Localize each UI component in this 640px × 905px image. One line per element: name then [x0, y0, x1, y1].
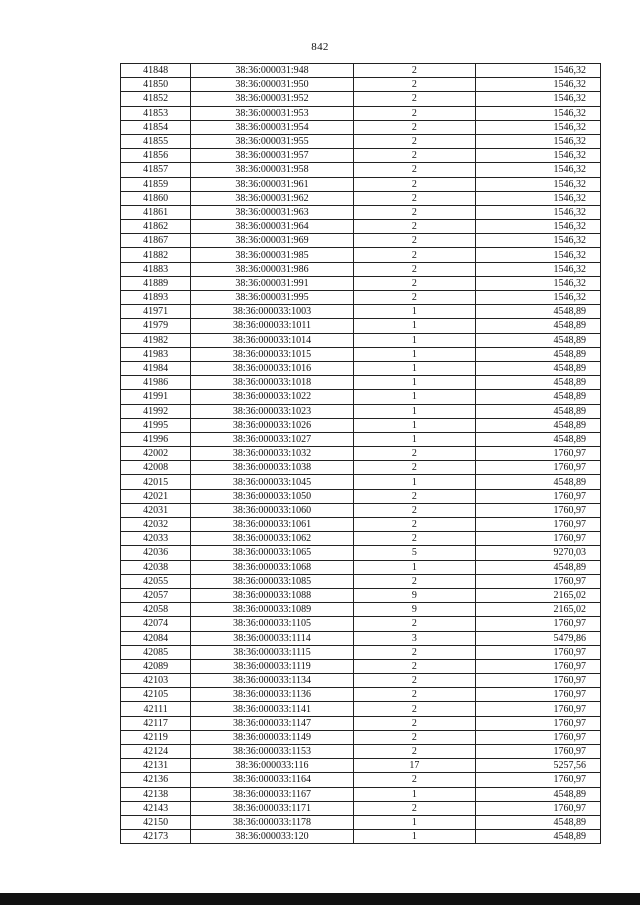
table-row [121, 149, 601, 163]
row-number-cell: 41996 [121, 432, 191, 446]
quantity-cell: 1 [353, 404, 475, 418]
row-number-cell: 41982 [121, 333, 191, 347]
table-row [121, 376, 601, 390]
quantity-cell: 5 [353, 546, 475, 560]
amount-cell: 1546,32 [475, 64, 600, 78]
amount-cell: 1546,32 [475, 220, 600, 234]
quantity-cell: 1 [353, 787, 475, 801]
row-number-cell: 41859 [121, 177, 191, 191]
amount-cell: 1760,97 [475, 801, 600, 815]
cadastral-number-cell: 38:36:000031:961 [191, 177, 354, 191]
cadastral-number-cell: 38:36:000033:1147 [191, 716, 354, 730]
row-number-cell: 41893 [121, 291, 191, 305]
amount-cell: 1546,32 [475, 120, 600, 134]
table-row [121, 503, 601, 517]
amount-cell: 4548,89 [475, 815, 600, 829]
table-row [121, 645, 601, 659]
quantity-cell: 2 [353, 702, 475, 716]
table-row [121, 745, 601, 759]
amount-cell: 1760,97 [475, 773, 600, 787]
table-row [121, 830, 601, 844]
quantity-cell: 2 [353, 177, 475, 191]
amount-cell: 4548,89 [475, 376, 600, 390]
amount-cell: 1760,97 [475, 745, 600, 759]
row-number-cell: 42143 [121, 801, 191, 815]
quantity-cell: 17 [353, 759, 475, 773]
quantity-cell: 3 [353, 631, 475, 645]
row-number-cell: 41882 [121, 248, 191, 262]
amount-cell: 1760,97 [475, 617, 600, 631]
table-row [121, 177, 601, 191]
row-number-cell: 42074 [121, 617, 191, 631]
amount-cell: 4548,89 [475, 560, 600, 574]
row-number-cell: 41992 [121, 404, 191, 418]
quantity-cell: 2 [353, 120, 475, 134]
row-number-cell: 41854 [121, 120, 191, 134]
table-row [121, 489, 601, 503]
quantity-cell: 2 [353, 730, 475, 744]
row-number-cell: 42031 [121, 503, 191, 517]
table-row [121, 461, 601, 475]
cadastral-number-cell: 38:36:000033:1032 [191, 447, 354, 461]
cadastral-number-cell: 38:36:000033:1141 [191, 702, 354, 716]
amount-cell: 4548,89 [475, 787, 600, 801]
amount-cell: 4548,89 [475, 319, 600, 333]
quantity-cell: 2 [353, 532, 475, 546]
row-number-cell: 41883 [121, 262, 191, 276]
cadastral-number-cell: 38:36:000033:1045 [191, 475, 354, 489]
cadastral-number-cell: 38:36:000033:1015 [191, 347, 354, 361]
quantity-cell: 2 [353, 645, 475, 659]
amount-cell: 4548,89 [475, 347, 600, 361]
quantity-cell: 2 [353, 461, 475, 475]
row-number-cell: 42084 [121, 631, 191, 645]
table-row [121, 532, 601, 546]
cadastral-number-cell: 38:36:000033:1026 [191, 418, 354, 432]
cadastral-number-cell: 38:36:000031:986 [191, 262, 354, 276]
quantity-cell: 2 [353, 248, 475, 262]
table-row [121, 418, 601, 432]
table-row [121, 319, 601, 333]
quantity-cell: 1 [353, 305, 475, 319]
table-row [121, 234, 601, 248]
quantity-cell: 2 [353, 134, 475, 148]
amount-cell: 1546,32 [475, 276, 600, 290]
quantity-cell: 2 [353, 64, 475, 78]
cadastral-number-cell: 38:36:000031:958 [191, 163, 354, 177]
amount-cell: 1546,32 [475, 106, 600, 120]
quantity-cell: 2 [353, 78, 475, 92]
row-number-cell: 42173 [121, 830, 191, 844]
cadastral-number-cell: 38:36:000033:1134 [191, 674, 354, 688]
table-row [121, 688, 601, 702]
table-row [121, 305, 601, 319]
row-number-cell: 41850 [121, 78, 191, 92]
cadastral-number-cell: 38:36:000033:1050 [191, 489, 354, 503]
row-number-cell: 42055 [121, 574, 191, 588]
cadastral-number-cell: 38:36:000033:1027 [191, 432, 354, 446]
row-number-cell: 41848 [121, 64, 191, 78]
table-row [121, 361, 601, 375]
quantity-cell: 2 [353, 574, 475, 588]
registry-table-body [121, 64, 601, 844]
table-row [121, 276, 601, 290]
row-number-cell: 42138 [121, 787, 191, 801]
table-row [121, 291, 601, 305]
table-row [121, 404, 601, 418]
cadastral-number-cell: 38:36:000031:955 [191, 134, 354, 148]
cadastral-number-cell: 38:36:000033:1061 [191, 518, 354, 532]
row-number-cell: 41867 [121, 234, 191, 248]
table-row [121, 546, 601, 560]
cadastral-number-cell: 38:36:000031:950 [191, 78, 354, 92]
cadastral-number-cell: 38:36:000033:1085 [191, 574, 354, 588]
table-row [121, 773, 601, 787]
row-number-cell: 42057 [121, 588, 191, 602]
cadastral-number-cell: 38:36:000033:1153 [191, 745, 354, 759]
cadastral-number-cell: 38:36:000033:1023 [191, 404, 354, 418]
row-number-cell: 42136 [121, 773, 191, 787]
row-number-cell: 41991 [121, 390, 191, 404]
amount-cell: 1546,32 [475, 248, 600, 262]
cadastral-number-cell: 38:36:000031:985 [191, 248, 354, 262]
amount-cell: 1760,97 [475, 532, 600, 546]
cadastral-number-cell: 38:36:000033:1115 [191, 645, 354, 659]
table-row [121, 64, 601, 78]
quantity-cell: 9 [353, 588, 475, 602]
table-row [121, 432, 601, 446]
quantity-cell: 2 [353, 163, 475, 177]
table-row [121, 78, 601, 92]
table-row [121, 163, 601, 177]
row-number-cell: 41862 [121, 220, 191, 234]
amount-cell: 1546,32 [475, 78, 600, 92]
table-row [121, 560, 601, 574]
quantity-cell: 2 [353, 92, 475, 106]
row-number-cell: 41995 [121, 418, 191, 432]
table-row [121, 205, 601, 219]
amount-cell: 1546,32 [475, 134, 600, 148]
cadastral-number-cell: 38:36:000033:1022 [191, 390, 354, 404]
row-number-cell: 42021 [121, 489, 191, 503]
row-number-cell: 41971 [121, 305, 191, 319]
table-row [121, 574, 601, 588]
amount-cell: 1546,32 [475, 291, 600, 305]
amount-cell: 1760,97 [475, 645, 600, 659]
amount-cell: 1760,97 [475, 461, 600, 475]
table-row [121, 588, 601, 602]
row-number-cell: 42008 [121, 461, 191, 475]
cadastral-number-cell: 38:36:000033:116 [191, 759, 354, 773]
amount-cell: 1546,32 [475, 262, 600, 276]
table-row [121, 120, 601, 134]
quantity-cell: 2 [353, 518, 475, 532]
cadastral-number-cell: 38:36:000033:1178 [191, 815, 354, 829]
amount-cell: 5257,56 [475, 759, 600, 773]
table-row [121, 659, 601, 673]
quantity-cell: 2 [353, 276, 475, 290]
row-number-cell: 41856 [121, 149, 191, 163]
cadastral-number-cell: 38:36:000033:1003 [191, 305, 354, 319]
amount-cell: 1546,32 [475, 149, 600, 163]
cadastral-number-cell: 38:36:000033:120 [191, 830, 354, 844]
cadastral-number-cell: 38:36:000033:1062 [191, 532, 354, 546]
cadastral-number-cell: 38:36:000031:954 [191, 120, 354, 134]
row-number-cell: 42117 [121, 716, 191, 730]
amount-cell: 4548,89 [475, 830, 600, 844]
row-number-cell: 42111 [121, 702, 191, 716]
amount-cell: 4548,89 [475, 333, 600, 347]
table-row [121, 702, 601, 716]
page-number: 842 [311, 41, 329, 53]
table-row [121, 759, 601, 773]
quantity-cell: 2 [353, 262, 475, 276]
row-number-cell: 42089 [121, 659, 191, 673]
cadastral-number-cell: 38:36:000031:948 [191, 64, 354, 78]
registry-table [120, 63, 601, 844]
row-number-cell: 42032 [121, 518, 191, 532]
amount-cell: 1760,97 [475, 659, 600, 673]
cadastral-number-cell: 38:36:000033:1018 [191, 376, 354, 390]
quantity-cell: 1 [353, 560, 475, 574]
table-row [121, 333, 601, 347]
quantity-cell: 1 [353, 815, 475, 829]
table-row [121, 191, 601, 205]
row-number-cell: 42150 [121, 815, 191, 829]
table-row [121, 603, 601, 617]
amount-cell: 9270,03 [475, 546, 600, 560]
quantity-cell: 2 [353, 674, 475, 688]
amount-cell: 1546,32 [475, 177, 600, 191]
amount-cell: 1760,97 [475, 503, 600, 517]
table-row [121, 134, 601, 148]
row-number-cell: 42124 [121, 745, 191, 759]
amount-cell: 1760,97 [475, 730, 600, 744]
amount-cell: 1760,97 [475, 518, 600, 532]
table-row [121, 631, 601, 645]
quantity-cell: 2 [353, 716, 475, 730]
table-row [121, 801, 601, 815]
amount-cell: 1760,97 [475, 674, 600, 688]
row-number-cell: 41860 [121, 191, 191, 205]
row-number-cell: 42058 [121, 603, 191, 617]
cadastral-number-cell: 38:36:000033:1136 [191, 688, 354, 702]
quantity-cell: 2 [353, 773, 475, 787]
cadastral-number-cell: 38:36:000031:969 [191, 234, 354, 248]
quantity-cell: 1 [353, 432, 475, 446]
row-number-cell: 42036 [121, 546, 191, 560]
row-number-cell: 42015 [121, 475, 191, 489]
cadastral-number-cell: 38:36:000033:1038 [191, 461, 354, 475]
amount-cell: 4548,89 [475, 390, 600, 404]
cadastral-number-cell: 38:36:000031:991 [191, 276, 354, 290]
quantity-cell: 2 [353, 106, 475, 120]
cadastral-number-cell: 38:36:000031:995 [191, 291, 354, 305]
cadastral-number-cell: 38:36:000031:962 [191, 191, 354, 205]
cadastral-number-cell: 38:36:000031:953 [191, 106, 354, 120]
amount-cell: 1760,97 [475, 716, 600, 730]
amount-cell: 1760,97 [475, 688, 600, 702]
row-number-cell: 42038 [121, 560, 191, 574]
amount-cell: 2165,02 [475, 603, 600, 617]
row-number-cell: 41979 [121, 319, 191, 333]
cadastral-number-cell: 38:36:000031:952 [191, 92, 354, 106]
amount-cell: 4548,89 [475, 361, 600, 375]
cadastral-number-cell: 38:36:000033:1114 [191, 631, 354, 645]
cadastral-number-cell: 38:36:000033:1068 [191, 560, 354, 574]
table-row [121, 475, 601, 489]
table-row [121, 674, 601, 688]
row-number-cell: 42131 [121, 759, 191, 773]
table-row [121, 730, 601, 744]
table-row [121, 447, 601, 461]
quantity-cell: 2 [353, 234, 475, 248]
cadastral-number-cell: 38:36:000033:1011 [191, 319, 354, 333]
row-number-cell: 42103 [121, 674, 191, 688]
amount-cell: 4548,89 [475, 305, 600, 319]
table-row [121, 787, 601, 801]
cadastral-number-cell: 38:36:000033:1105 [191, 617, 354, 631]
quantity-cell: 2 [353, 291, 475, 305]
quantity-cell: 2 [353, 149, 475, 163]
table-row [121, 92, 601, 106]
quantity-cell: 2 [353, 503, 475, 517]
quantity-cell: 2 [353, 447, 475, 461]
table-row [121, 220, 601, 234]
row-number-cell: 42119 [121, 730, 191, 744]
row-number-cell: 42033 [121, 532, 191, 546]
quantity-cell: 1 [353, 319, 475, 333]
row-number-cell: 41855 [121, 134, 191, 148]
amount-cell: 2165,02 [475, 588, 600, 602]
amount-cell: 1546,32 [475, 92, 600, 106]
row-number-cell: 41983 [121, 347, 191, 361]
amount-cell: 1546,32 [475, 191, 600, 205]
table-row [121, 262, 601, 276]
quantity-cell: 2 [353, 745, 475, 759]
quantity-cell: 1 [353, 390, 475, 404]
amount-cell: 4548,89 [475, 418, 600, 432]
row-number-cell: 42002 [121, 447, 191, 461]
amount-cell: 4548,89 [475, 432, 600, 446]
quantity-cell: 1 [353, 333, 475, 347]
amount-cell: 1760,97 [475, 447, 600, 461]
table-row [121, 815, 601, 829]
cadastral-number-cell: 38:36:000033:1014 [191, 333, 354, 347]
cadastral-number-cell: 38:36:000033:1089 [191, 603, 354, 617]
quantity-cell: 2 [353, 688, 475, 702]
quantity-cell: 1 [353, 347, 475, 361]
quantity-cell: 2 [353, 659, 475, 673]
table-row [121, 347, 601, 361]
table-row [121, 617, 601, 631]
row-number-cell: 41852 [121, 92, 191, 106]
quantity-cell: 1 [353, 376, 475, 390]
amount-cell: 1760,97 [475, 702, 600, 716]
row-number-cell: 41861 [121, 205, 191, 219]
quantity-cell: 2 [353, 489, 475, 503]
quantity-cell: 2 [353, 220, 475, 234]
row-number-cell: 41984 [121, 361, 191, 375]
cadastral-number-cell: 38:36:000033:1016 [191, 361, 354, 375]
cadastral-number-cell: 38:36:000033:1060 [191, 503, 354, 517]
table-row [121, 518, 601, 532]
quantity-cell: 1 [353, 830, 475, 844]
quantity-cell: 1 [353, 361, 475, 375]
cadastral-number-cell: 38:36:000031:963 [191, 205, 354, 219]
quantity-cell: 1 [353, 418, 475, 432]
cadastral-number-cell: 38:36:000033:1167 [191, 787, 354, 801]
quantity-cell: 2 [353, 205, 475, 219]
amount-cell: 5479,86 [475, 631, 600, 645]
row-number-cell: 42085 [121, 645, 191, 659]
row-number-cell: 41857 [121, 163, 191, 177]
scan-bottom-edge [0, 893, 640, 905]
cadastral-number-cell: 38:36:000033:1164 [191, 773, 354, 787]
cadastral-number-cell: 38:36:000031:957 [191, 149, 354, 163]
table-row [121, 716, 601, 730]
cadastral-number-cell: 38:36:000031:964 [191, 220, 354, 234]
row-number-cell: 41986 [121, 376, 191, 390]
amount-cell: 1546,32 [475, 163, 600, 177]
amount-cell: 1546,32 [475, 234, 600, 248]
quantity-cell: 2 [353, 191, 475, 205]
cadastral-number-cell: 38:36:000033:1088 [191, 588, 354, 602]
table-row [121, 390, 601, 404]
cadastral-number-cell: 38:36:000033:1065 [191, 546, 354, 560]
amount-cell: 4548,89 [475, 404, 600, 418]
amount-cell: 4548,89 [475, 475, 600, 489]
row-number-cell: 41853 [121, 106, 191, 120]
table-row [121, 106, 601, 120]
table-row [121, 248, 601, 262]
row-number-cell: 41889 [121, 276, 191, 290]
cadastral-number-cell: 38:36:000033:1149 [191, 730, 354, 744]
row-number-cell: 42105 [121, 688, 191, 702]
quantity-cell: 9 [353, 603, 475, 617]
cadastral-number-cell: 38:36:000033:1171 [191, 801, 354, 815]
amount-cell: 1546,32 [475, 205, 600, 219]
amount-cell: 1760,97 [475, 574, 600, 588]
quantity-cell: 1 [353, 475, 475, 489]
cadastral-number-cell: 38:36:000033:1119 [191, 659, 354, 673]
amount-cell: 1760,97 [475, 489, 600, 503]
quantity-cell: 2 [353, 617, 475, 631]
quantity-cell: 2 [353, 801, 475, 815]
